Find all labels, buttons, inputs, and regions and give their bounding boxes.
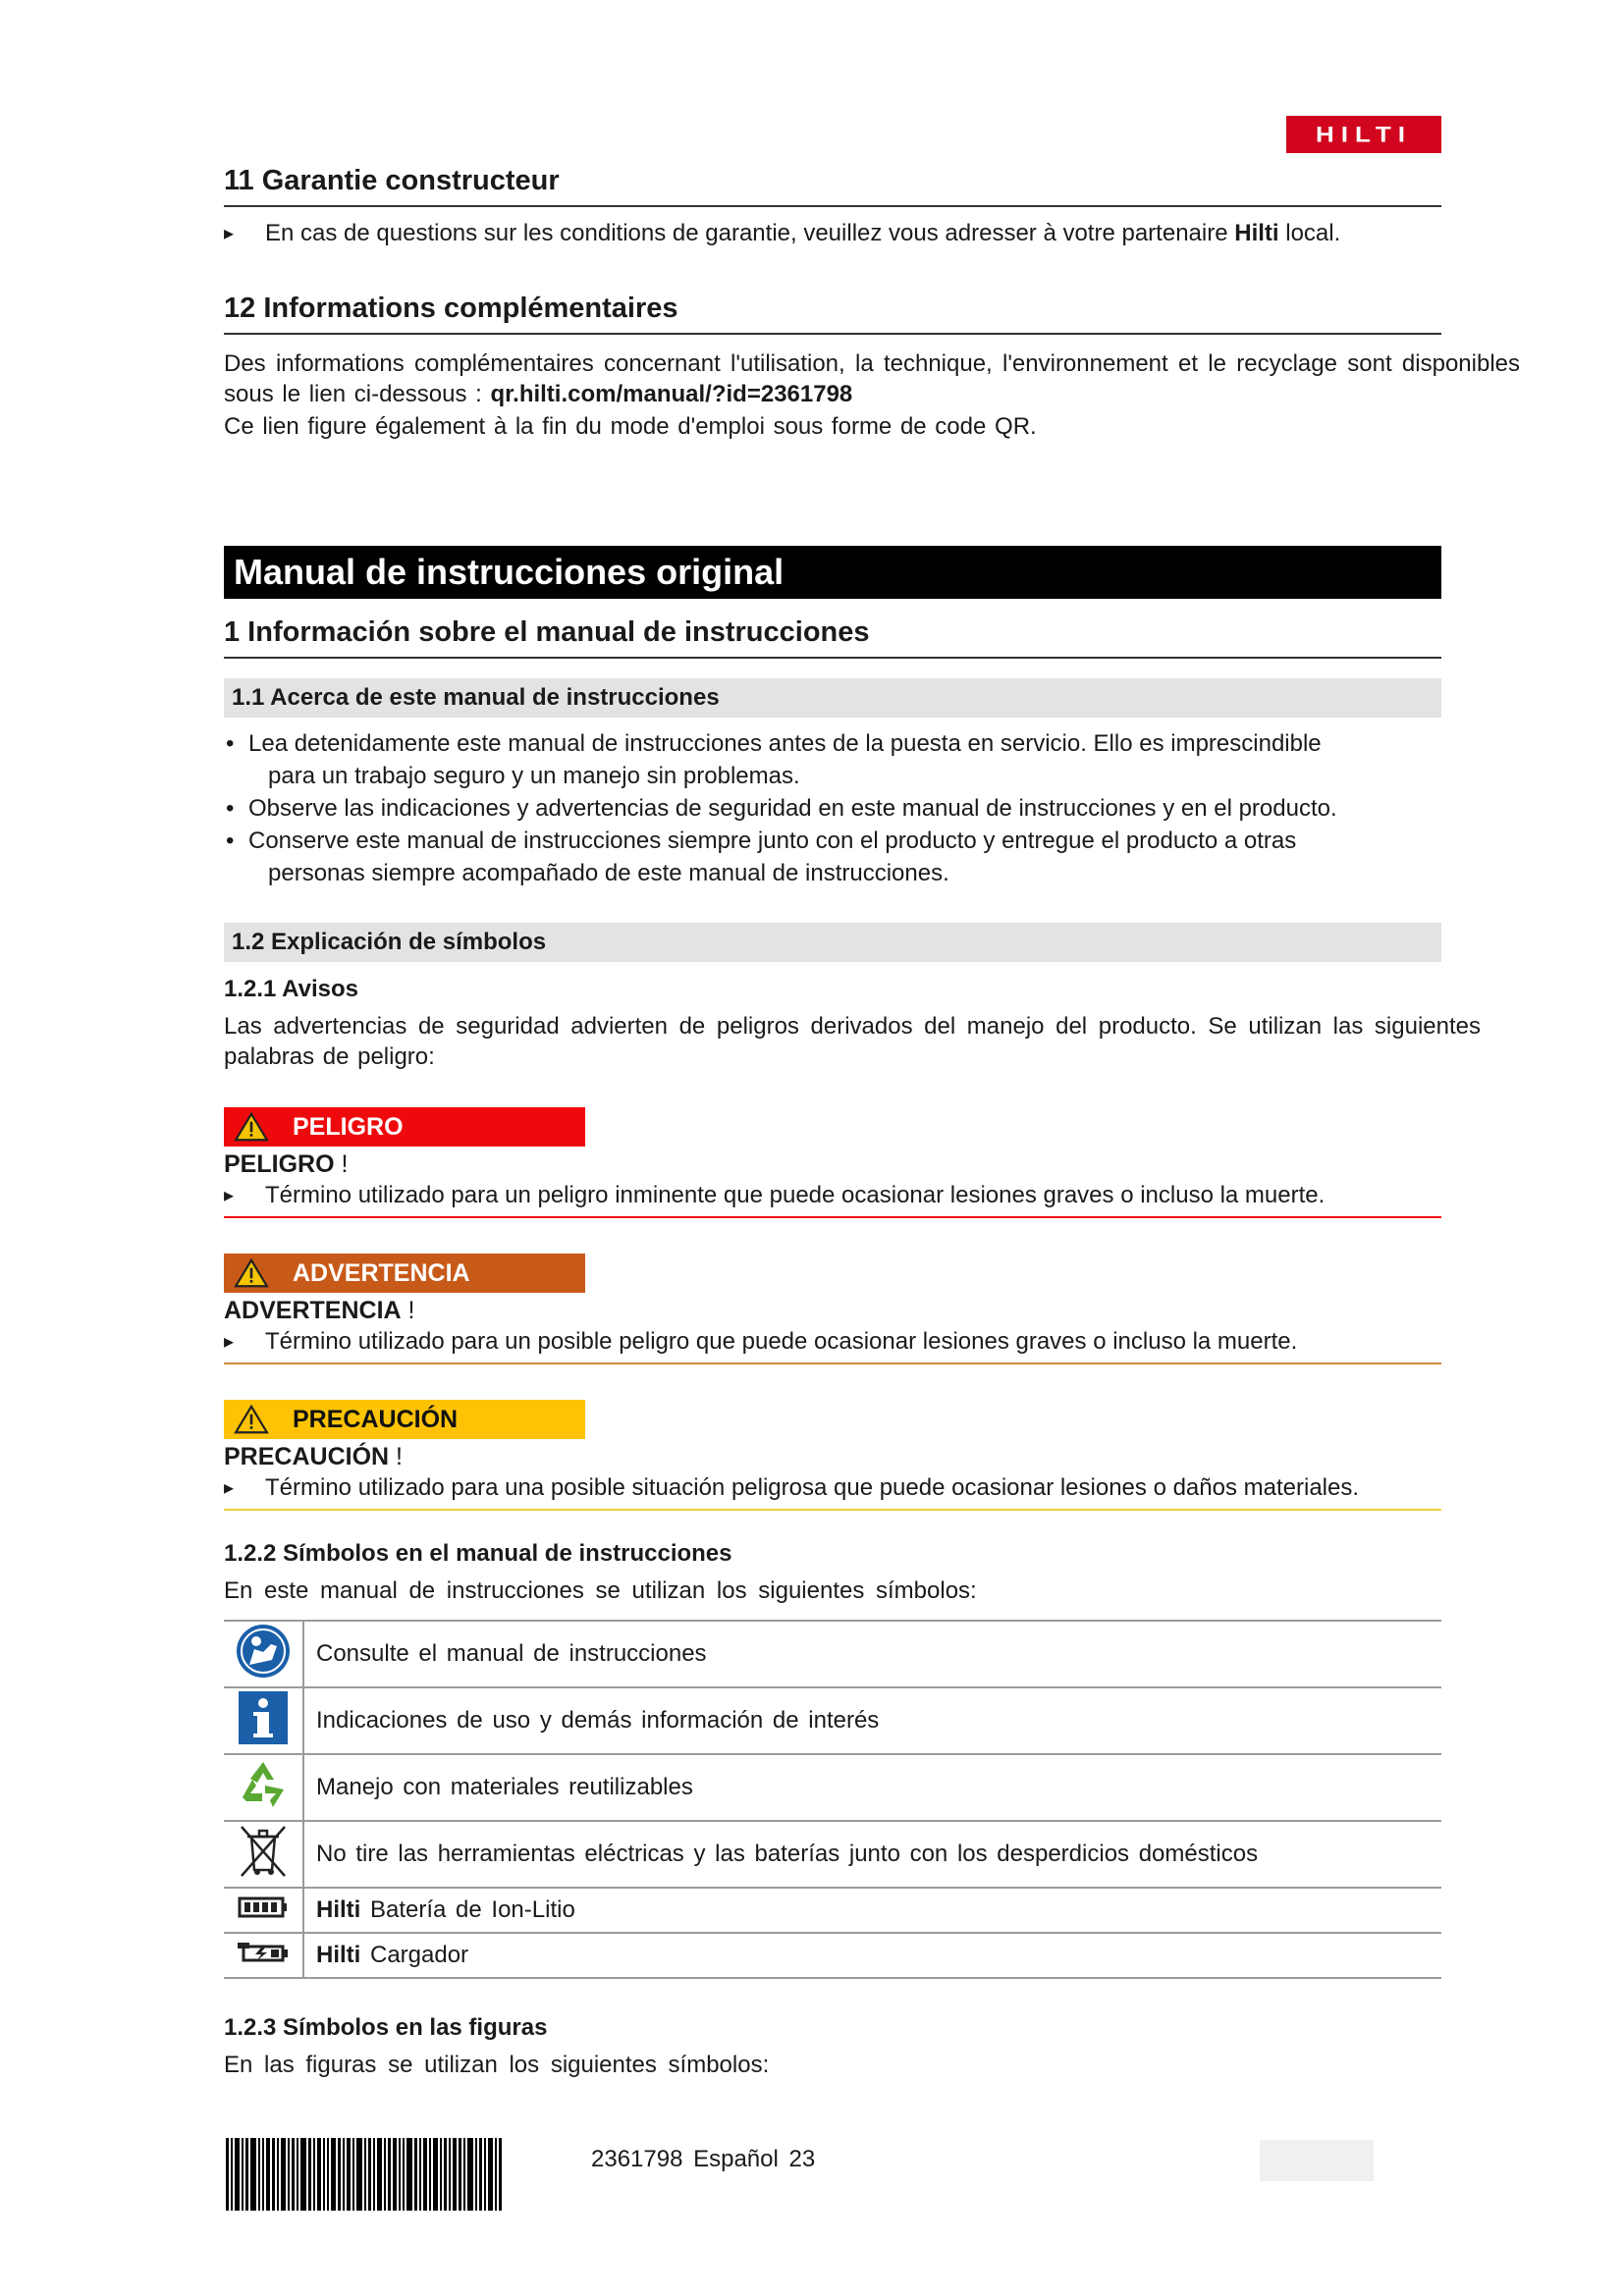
chapter-1 bbox=[224, 616, 1520, 2080]
warning-peligro bbox=[224, 1107, 1441, 1218]
footer-page-info: 2361798 Español 23 bbox=[591, 2146, 816, 2172]
warranty-item: ▸ En cas de questions sur les conditions de garantie, veuillez vous adresser à votre partenaire Hilti local. bbox=[224, 217, 1441, 250]
section-12-title: 12 Informations complémentaires bbox=[224, 293, 1441, 335]
table-row bbox=[224, 1933, 1441, 1978]
section-12 bbox=[224, 293, 1520, 442]
section-1-2-2-title: 1.2.2 Símbolos en el manual de instrucciones bbox=[224, 1540, 732, 1567]
manual-link[interactable]: qr.hilti.com/manual/?id=2361798 bbox=[490, 381, 853, 407]
list-item: • Lea detenidamente este manual de instrucciones antes de la puesta en servicio. Ello es imprescindible para un trabajo seguro y un manejo sin problemas. bbox=[224, 727, 1520, 792]
warning-triangle-icon bbox=[232, 1112, 271, 1142]
chapter-1-title: 1 Información sobre el manual de instrucciones bbox=[224, 616, 1441, 659]
precaucion-signal bbox=[224, 1400, 585, 1439]
peligro-text: ▸ Término utilizado para un peligro inminente que puede ocasionar lesiones graves o incluso la muerte. bbox=[224, 1179, 1441, 1212]
section-12-qr-note: Ce lien figure également à la fin du mode d'emploi sous forme de code QR. bbox=[224, 413, 1037, 440]
precaucion-title: PRECAUCIÓN ! bbox=[224, 1443, 403, 1470]
list-item: • Conserve este manual de instrucciones siempre junto con el producto y entregue el producto a otras personas siempre acompañado de este manual de instrucciones. bbox=[224, 825, 1520, 889]
table-row bbox=[224, 1621, 1441, 1687]
symbol-description: Indicaciones de uso y demás información de interés bbox=[303, 1687, 1441, 1754]
symbol-description: No tire las herramientas eléctricas y las baterías junto con los desperdicios domésticos bbox=[303, 1821, 1441, 1888]
symbol-description: Consulte el manual de instrucciones bbox=[303, 1621, 1441, 1687]
section-1-1-title: 1.1 Acerca de este manual de instrucciones bbox=[224, 678, 1441, 718]
section-1-2-title: 1.2 Explicación de símbolos bbox=[224, 923, 1441, 962]
symbols-table bbox=[224, 1620, 1441, 1979]
warning-triangle-icon bbox=[232, 1405, 271, 1434]
advertencia-title: ADVERTENCIA ! bbox=[224, 1297, 415, 1324]
peligro-signal bbox=[224, 1107, 585, 1147]
advertencia-signal bbox=[224, 1254, 585, 1293]
section-1-2-1-title: 1.2.1 Avisos bbox=[224, 976, 358, 1002]
barcode bbox=[226, 2138, 560, 2211]
crossed-bin-icon bbox=[236, 1823, 291, 1880]
section-12-paragraph: Des informations complémentaires concernant l'utilisation, la technique, l'environnement et le recyclage sont disponibles sous le lien ci-dessous : qr.hilti.com/manual/?id=2361798 bbox=[224, 350, 1520, 407]
footer-box bbox=[1260, 2140, 1374, 2181]
section-11 bbox=[224, 165, 1441, 250]
section-1-2-3-intro: En las figuras se utilizan los siguientes símbolos: bbox=[224, 2052, 770, 2078]
table-row bbox=[224, 1687, 1441, 1754]
warning-triangle-icon bbox=[232, 1258, 271, 1288]
precaucion-label: PRECAUCIÓN bbox=[293, 1405, 459, 1433]
table-row bbox=[224, 1888, 1441, 1933]
section-1-1-list bbox=[224, 727, 1520, 889]
table-row bbox=[224, 1821, 1441, 1888]
section-1-2-3-title: 1.2.3 Símbolos en las figuras bbox=[224, 2014, 548, 2041]
warning-advertencia bbox=[224, 1254, 1441, 1364]
recycle-icon bbox=[235, 1756, 292, 1813]
warning-precaucion bbox=[224, 1400, 1441, 1511]
section-1-2-2-intro: En este manual de instrucciones se utilizan los siguientes símbolos: bbox=[224, 1577, 977, 1604]
table-row bbox=[224, 1754, 1441, 1821]
logo-text: HILTI bbox=[1315, 121, 1413, 147]
symbol-description: Manejo con materiales reutilizables bbox=[303, 1754, 1441, 1821]
advertencia-text: ▸ Término utilizado para un posible peligro que puede ocasionar lesiones graves o incluso la muerte. bbox=[224, 1325, 1441, 1359]
manual-title-bar bbox=[224, 546, 1441, 599]
peligro-label: PELIGRO bbox=[293, 1112, 404, 1141]
read-manual-icon bbox=[235, 1623, 292, 1680]
info-icon bbox=[237, 1689, 290, 1746]
hilti-logo bbox=[1286, 116, 1441, 153]
battery-icon bbox=[238, 1895, 289, 1920]
peligro-title: PELIGRO ! bbox=[224, 1150, 349, 1178]
advertencia-label: ADVERTENCIA bbox=[293, 1258, 470, 1287]
precaucion-text: ▸ Término utilizado para una posible situación peligrosa que puede ocasionar lesiones o daños materiales. bbox=[224, 1471, 1441, 1505]
section-1-2-1-intro: Las advertencias de seguridad advierten de peligros derivados del manejo del producto. Se utilizan las siguientes palabras de peligro: bbox=[224, 1013, 1481, 1070]
manual-title: Manual de instrucciones original bbox=[234, 552, 785, 592]
symbol-description: Hilti Cargador bbox=[303, 1933, 1441, 1978]
section-11-title: 11 Garantie constructeur bbox=[224, 165, 1441, 207]
precaucion-rule bbox=[224, 1509, 1441, 1511]
peligro-rule bbox=[224, 1216, 1441, 1218]
symbol-description: Hilti Batería de Ion-Litio bbox=[303, 1888, 1441, 1933]
advertencia-rule bbox=[224, 1362, 1441, 1364]
list-item: • Observe las indicaciones y advertencias de seguridad en este manual de instrucciones y en el producto. bbox=[224, 792, 1520, 825]
charger-icon bbox=[236, 1939, 291, 1966]
